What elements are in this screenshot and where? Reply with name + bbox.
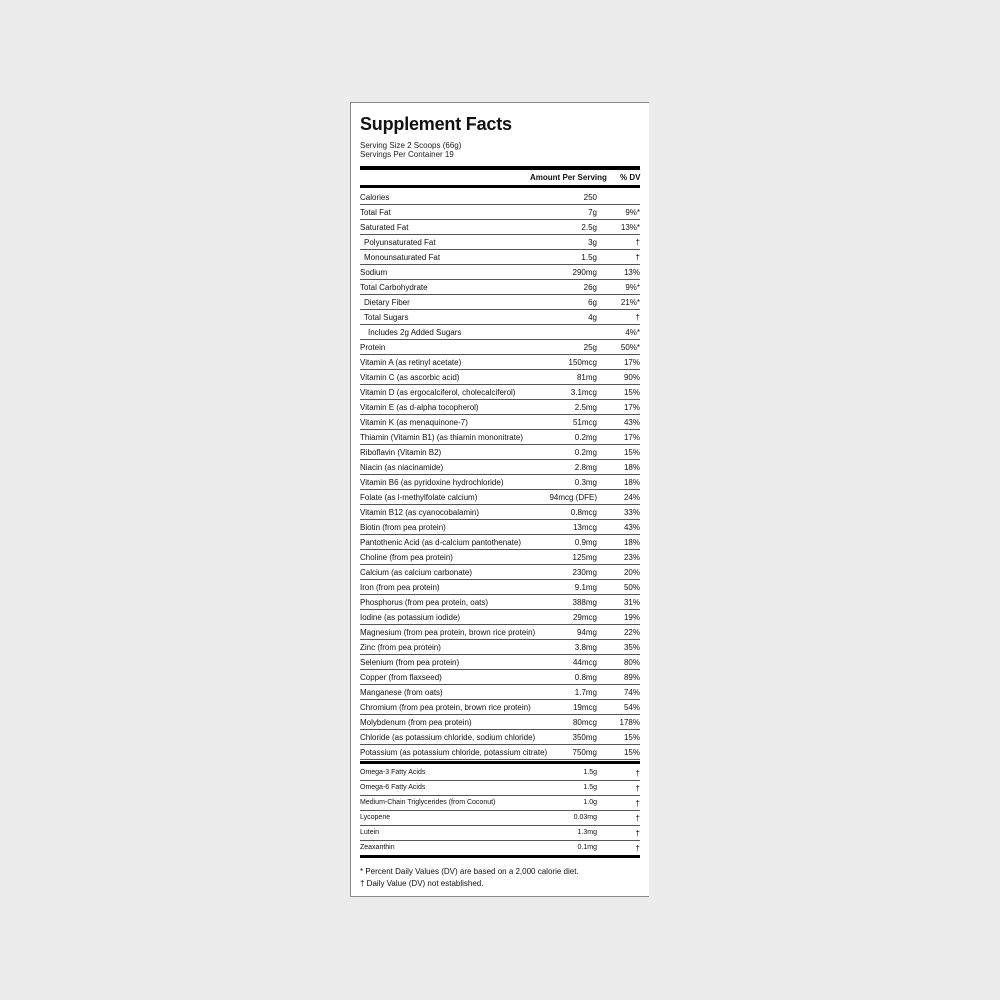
nutrient-amount: 0.8mg [574, 673, 597, 682]
other-ingredient-row [360, 810, 640, 826]
other-ingredient-row [360, 825, 640, 841]
header-rule [360, 185, 640, 188]
nutrient-daily-value: 31% [623, 598, 640, 607]
other-ingredient-row [360, 765, 640, 781]
nutrient-amount: 6g [588, 298, 597, 307]
nutrient-name: Protein [360, 343, 386, 352]
nutrient-row [360, 624, 640, 640]
nutrient-amount: 3g [588, 238, 597, 247]
nutrient-row [360, 654, 640, 670]
nutrient-name: Riboflavin (Vitamin B2) [360, 448, 442, 457]
nutrient-daily-value: 80% [623, 658, 640, 667]
nutrient-row [360, 369, 640, 385]
nutrient-row [360, 579, 640, 595]
nutrient-name: Molybdenum (from pea protein) [360, 718, 472, 727]
nutrient-amount: 80mcg [572, 718, 597, 727]
nutrient-row [360, 264, 640, 280]
nutrient-amount: 250 [583, 193, 597, 202]
nutrient-row [360, 204, 640, 220]
nutrient-amount: 51mcg [572, 418, 597, 427]
nutrient-daily-value: 13% [623, 268, 640, 277]
nutrient-row [360, 534, 640, 550]
nutrient-daily-value: † [635, 238, 640, 247]
nutrient-name: Zinc (from pea protein) [360, 643, 441, 652]
nutrient-name: Pantothenic Acid (as d-calcium pantothenate) [360, 538, 521, 547]
nutrient-amount: 0.1mg [577, 844, 597, 851]
nutrient-row [360, 414, 640, 430]
nutrient-amount: 3.8mg [574, 643, 597, 652]
nutrient-daily-value: 21%* [620, 298, 640, 307]
nutrient-amount: 125mg [572, 553, 597, 562]
column-header-dv: % DV [620, 173, 641, 182]
nutrient-row [360, 309, 640, 325]
nutrient-row [360, 669, 640, 685]
nutrient-name: Potassium (as potassium chloride, potassium citrate) [360, 748, 548, 757]
nutrient-daily-value: 13%* [620, 223, 640, 232]
nutrient-amount: 750mg [572, 748, 597, 757]
nutrient-name: Iron (from pea protein) [360, 583, 440, 592]
nutrient-name: Manganese (from oats) [360, 688, 443, 697]
nutrient-daily-value: † [635, 769, 640, 778]
nutrient-amount: 388mg [572, 598, 597, 607]
nutrient-amount: 94mcg (DFE) [549, 493, 597, 502]
nutrient-name: Vitamin E (as d-alpha tocopherol) [360, 403, 479, 412]
nutrient-daily-value: † [635, 829, 640, 838]
nutrient-name: Magnesium (from pea protein, brown rice protein) [360, 628, 536, 637]
nutrient-amount: 9.1mg [574, 583, 597, 592]
nutrient-daily-value: 15% [623, 448, 640, 457]
nutrient-daily-value: † [635, 814, 640, 823]
nutrient-amount: 1.5g [581, 253, 597, 262]
nutrient-amount: 150mcg [568, 358, 597, 367]
nutrient-row [360, 429, 640, 445]
nutrient-row [360, 354, 640, 370]
nutrient-name: Lutein [360, 829, 380, 836]
nutrient-amount: 0.9mg [574, 538, 597, 547]
nutrient-name: Iodine (as potassium iodide) [360, 613, 461, 622]
nutrient-amount: 1.5g [583, 784, 597, 791]
nutrient-name: Includes 2g Added Sugars [368, 328, 462, 337]
nutrient-daily-value: 18% [623, 478, 640, 487]
nutrient-amount: 1.5g [583, 769, 597, 776]
nutrient-row [360, 444, 640, 460]
nutrient-daily-value: 24% [623, 493, 640, 502]
nutrient-row [360, 744, 640, 760]
nutrient-daily-value: 43% [623, 418, 640, 427]
nutrient-daily-value: 9%* [625, 283, 640, 292]
bottom-rule [360, 855, 640, 858]
nutrient-name: Niacin (as niacinamide) [360, 463, 444, 472]
nutrient-name: Calcium (as calcium carbonate) [360, 568, 473, 577]
other-ingredient-row [360, 780, 640, 796]
nutrient-daily-value: 50%* [620, 343, 640, 352]
nutrient-row [360, 714, 640, 730]
nutrient-name: Selenium (from pea protein) [360, 658, 460, 667]
nutrient-amount: 290mg [572, 268, 597, 277]
nutrient-name: Monounsaturated Fat [364, 253, 441, 262]
nutrient-amount: 0.2mg [574, 448, 597, 457]
nutrient-amount: 3.1mcg [570, 388, 597, 397]
nutrient-row [360, 639, 640, 655]
nutrient-amount: 7g [588, 208, 597, 217]
nutrient-name: Calories [360, 193, 390, 202]
nutrient-daily-value: † [635, 253, 640, 262]
nutrient-name: Choline (from pea protein) [360, 553, 453, 562]
nutrient-name: Vitamin A (as retinyl acetate) [360, 358, 462, 367]
nutrient-daily-value: 43% [623, 523, 640, 532]
other-ingredient-row [360, 840, 640, 856]
nutrient-daily-value: 18% [623, 538, 640, 547]
nutrient-name: Omega-6 Fatty Acids [360, 784, 426, 791]
nutrient-daily-value: 33% [623, 508, 640, 517]
footnote-dv: * Percent Daily Values (DV) are based on a 2,000 calorie diet. [360, 867, 579, 876]
nutrient-daily-value: 9%* [625, 208, 640, 217]
footnote-dagger: † Daily Value (DV) not established. [360, 879, 484, 888]
nutrient-daily-value: 17% [623, 433, 640, 442]
nutrient-name: Omega-3 Fatty Acids [360, 769, 426, 776]
nutrient-daily-value: 90% [623, 373, 640, 382]
nutrient-row [360, 189, 640, 205]
nutrient-daily-value: 19% [623, 613, 640, 622]
nutrient-name: Vitamin B12 (as cyanocobalamin) [360, 508, 480, 517]
nutrient-amount: 81mg [576, 373, 597, 382]
nutrient-name: Medium-Chain Triglycerides (from Coconut) [360, 799, 496, 806]
nutrient-amount: 2.8mg [574, 463, 597, 472]
nutrient-row [360, 684, 640, 700]
nutrient-daily-value: 15% [623, 388, 640, 397]
nutrient-name: Total Carbohydrate [360, 283, 428, 292]
nutrient-name: Copper (from flaxseed) [360, 673, 442, 682]
nutrient-amount: 2.5g [581, 223, 597, 232]
nutrient-row [360, 279, 640, 295]
servings-per-container: Servings Per Container 19 [360, 150, 454, 159]
nutrient-name: Lycopene [360, 814, 391, 821]
serving-size: Serving Size 2 Scoops (66g) [360, 141, 462, 150]
nutrient-amount: 0.8mcg [570, 508, 597, 517]
nutrient-row [360, 549, 640, 565]
section-rule [360, 761, 640, 764]
nutrient-row [360, 609, 640, 625]
nutrient-row [360, 489, 640, 505]
nutrient-name: Biotin (from pea protein) [360, 523, 446, 532]
nutrient-daily-value: † [635, 313, 640, 322]
nutrient-name: Vitamin D (as ergocalciferol, cholecalciferol) [360, 388, 516, 397]
nutrient-daily-value: 74% [623, 688, 640, 697]
nutrient-name: Phosphorus (from pea protein, oats) [360, 598, 489, 607]
nutrient-amount: 350mg [572, 733, 597, 742]
nutrient-row [360, 504, 640, 520]
nutrient-amount: 230mg [572, 568, 597, 577]
nutrient-daily-value: 50% [623, 583, 640, 592]
nutrient-daily-value: 20% [623, 568, 640, 577]
nutrient-daily-value: † [635, 784, 640, 793]
nutrient-daily-value: 35% [623, 643, 640, 652]
nutrient-name: Thiamin (Vitamin B1) (as thiamin mononitrate) [360, 433, 524, 442]
nutrient-daily-value: 15% [623, 733, 640, 742]
nutrient-name: Zeaxanthin [360, 844, 395, 851]
nutrient-amount: 13mcg [572, 523, 597, 532]
nutrient-amount: 19mcg [572, 703, 597, 712]
nutrient-daily-value: 18% [623, 463, 640, 472]
nutrient-daily-value: 15% [623, 748, 640, 757]
nutrient-amount: 94mg [576, 628, 597, 637]
nutrient-amount: 1.3mg [577, 829, 597, 836]
column-header-amount: Amount Per Serving [530, 173, 607, 182]
nutrient-row [360, 339, 640, 355]
nutrient-row [360, 519, 640, 535]
nutrient-amount: 4g [588, 313, 597, 322]
nutrient-name: Total Sugars [364, 313, 409, 322]
nutrient-daily-value: 22% [623, 628, 640, 637]
nutrient-name: Chromium (from pea protein, brown rice protein) [360, 703, 531, 712]
nutrient-daily-value: † [635, 844, 640, 853]
nutrient-daily-value: 4%* [625, 328, 640, 337]
nutrient-row [360, 294, 640, 310]
nutrient-name: Total Fat [360, 208, 391, 217]
nutrient-row [360, 564, 640, 580]
nutrient-name: Vitamin K (as menaquinone-7) [360, 418, 468, 427]
nutrient-amount: 29mcg [572, 613, 597, 622]
nutrient-amount: 0.3mg [574, 478, 597, 487]
nutrient-name: Vitamin C (as ascorbic acid) [360, 373, 460, 382]
nutrient-daily-value: 178% [619, 718, 640, 727]
nutrient-amount: 2.5mg [574, 403, 597, 412]
nutrient-amount: 1.7mg [574, 688, 597, 697]
nutrient-row [360, 474, 640, 490]
nutrient-amount: 25g [583, 343, 597, 352]
nutrient-row [360, 324, 640, 340]
nutrient-name: Polyunsaturated Fat [364, 238, 436, 247]
nutrient-amount: 1.0g [583, 799, 597, 806]
nutrient-row [360, 699, 640, 715]
nutrient-row [360, 399, 640, 415]
nutrient-daily-value: 89% [623, 673, 640, 682]
label-title: Supplement Facts [360, 114, 512, 134]
nutrient-name: Folate (as l-methylfolate calcium) [360, 493, 478, 502]
nutrient-name: Chloride (as potassium chloride, sodium chloride) [360, 733, 536, 742]
nutrient-name: Saturated Fat [360, 223, 409, 232]
nutrient-row [360, 234, 640, 250]
nutrient-daily-value: 17% [623, 403, 640, 412]
nutrient-name: Dietary Fiber [364, 298, 410, 307]
nutrient-name: Vitamin B6 (as pyridoxine hydrochloride) [360, 478, 504, 487]
nutrient-name: Sodium [360, 268, 388, 277]
nutrient-daily-value: † [635, 799, 640, 808]
nutrient-row [360, 384, 640, 400]
nutrient-amount: 0.03mg [573, 814, 597, 821]
nutrient-daily-value: 23% [623, 553, 640, 562]
nutrient-row [360, 249, 640, 265]
nutrient-row [360, 594, 640, 610]
nutrient-amount: 0.2mg [574, 433, 597, 442]
nutrient-row [360, 729, 640, 745]
top-rule [360, 166, 640, 170]
nutrient-row [360, 459, 640, 475]
supplement-facts-panel [350, 102, 649, 897]
nutrient-amount: 44mcg [572, 658, 597, 667]
nutrient-daily-value: 17% [623, 358, 640, 367]
nutrient-daily-value: 54% [623, 703, 640, 712]
nutrient-row [360, 219, 640, 235]
other-ingredient-row [360, 795, 640, 811]
nutrient-amount: 26g [583, 283, 597, 292]
